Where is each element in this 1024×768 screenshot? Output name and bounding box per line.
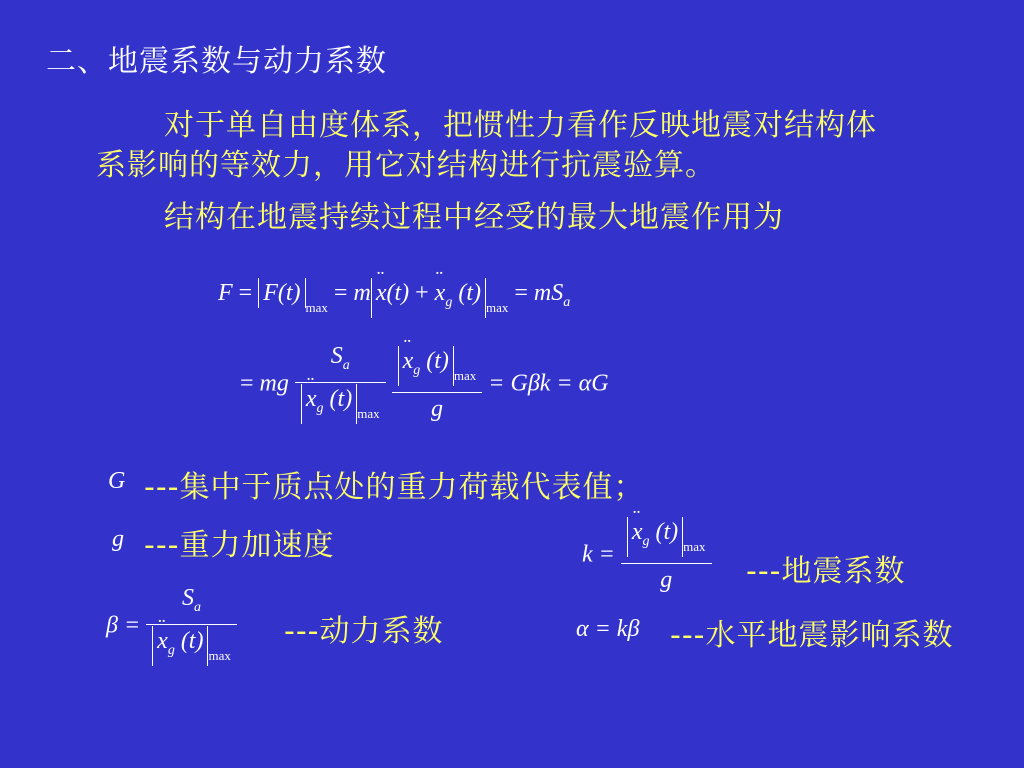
def-text-k: ---地震系数 <box>746 554 906 589</box>
equals-sign: = <box>240 370 254 397</box>
def-symbol-g: g <box>112 526 124 552</box>
fraction-Sa-over-xg: $S_a$ ¨ $x_g$ $(t)_{max}$ <box>295 340 386 430</box>
equation-line-1 <box>218 278 570 318</box>
def-k-formula: k = ¨ $\frac{x_g (t)_{max}}{g}$ <box>582 516 712 596</box>
paragraph-line-3: 结构在地震持续过程中经受的最大地震作用为 <box>164 200 784 235</box>
equation-rhs: = Gβk = αG <box>488 370 609 397</box>
paragraph-line-1: 对于单自由度体系，把惯性力看作反映地震对结构体 <box>164 108 877 143</box>
max-label: max <box>305 300 328 315</box>
def-text-alpha: ---水平地震影响系数 <box>670 618 954 653</box>
def-beta-formula: β = $S_a$ ¨ $x_g$ $(t)_{max}$ <box>106 582 237 672</box>
max-label-2: max <box>485 300 509 315</box>
abs-acceleration-sum: ¨ x(t) + ¨ $x_g$ (t) <box>371 278 486 318</box>
paragraph-line-2: 系影响的等效力，用它对结构进行抗震验算。 <box>96 148 716 183</box>
page-title: 二、地震系数与动力系数 <box>46 44 387 79</box>
equals-sign-2: = <box>333 280 348 306</box>
subscript-a: a <box>563 295 571 310</box>
symbol-mg: mg <box>259 370 289 397</box>
equals-sign: = <box>238 280 253 306</box>
abs-Ft: F(t) <box>258 278 305 308</box>
symbol-m: m <box>353 280 371 306</box>
def-text-beta: ---动力系数 <box>284 614 444 649</box>
def-symbol-G: G <box>108 468 126 494</box>
def-symbol-alpha: α = kβ <box>576 616 640 642</box>
equation-line-2 <box>240 340 609 430</box>
symbol-F: F <box>218 280 233 306</box>
symbol-mS: mS <box>533 280 564 306</box>
def-text-G: ---集中于质点处的重力荷载代表值； <box>144 470 645 505</box>
def-text-g: ---重力加速度 <box>144 528 335 563</box>
equals-sign-3: = <box>514 280 528 306</box>
fraction-xg-over-g: ¨ $\frac{x_g (t)_{max}}{g}$ <box>392 345 483 425</box>
